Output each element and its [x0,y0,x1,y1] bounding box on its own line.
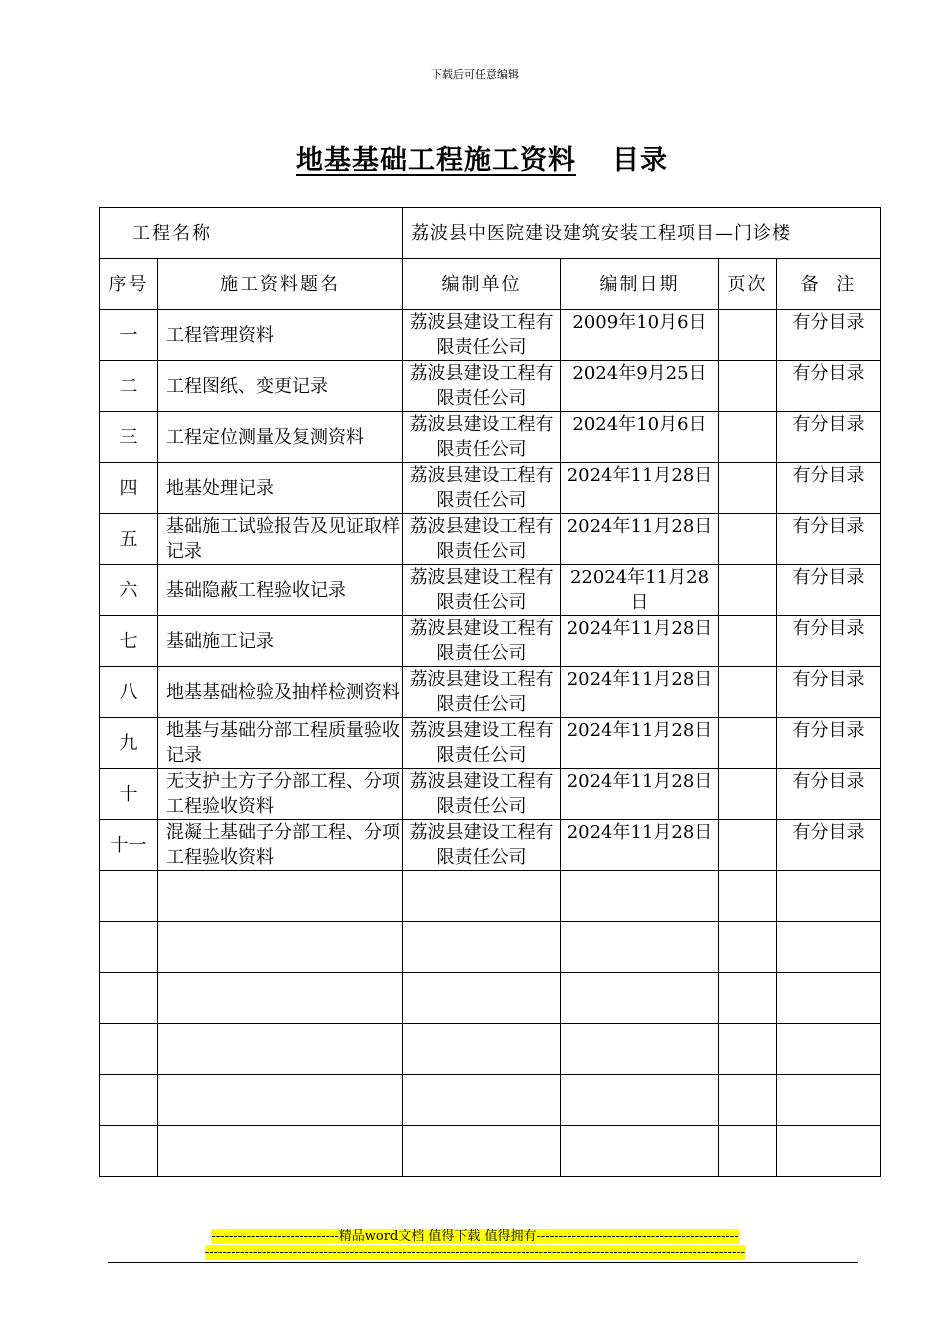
table-row [100,871,881,922]
row-title: 工程图纸、变更记录 [158,361,403,412]
row-unit [403,973,561,1024]
table-row [100,1024,881,1075]
project-name-label: 工程名称 [100,208,403,259]
row-number [100,871,158,922]
table-row [100,463,881,514]
row-note [777,922,881,973]
table-row [100,310,881,361]
row-title: 基础隐蔽工程验收记录 [158,565,403,616]
row-unit: 荔波县建设工程有限责任公司 [403,361,561,412]
row-date [561,1075,719,1126]
row-number: 三 [100,412,158,463]
row-page [719,412,777,463]
col-header-title: 施工资料题名 [158,259,403,310]
row-page [719,463,777,514]
row-number [100,973,158,1024]
row-title [158,1075,403,1126]
project-name-row [100,208,881,259]
row-note: 有分目录 [777,718,881,769]
row-number: 十 [100,769,158,820]
row-page [719,616,777,667]
row-note: 有分目录 [777,565,881,616]
row-title: 工程定位测量及复测资料 [158,412,403,463]
row-page [719,667,777,718]
table-header-row [100,259,881,310]
row-unit: 荔波县建设工程有限责任公司 [403,310,561,361]
row-title: 工程管理资料 [158,310,403,361]
row-title [158,973,403,1024]
row-date: 2024年11月28日 [561,463,719,514]
col-header-no: 序号 [100,259,158,310]
row-note: 有分目录 [777,820,881,871]
row-unit: 荔波县建设工程有限责任公司 [403,718,561,769]
row-unit [403,871,561,922]
row-note [777,973,881,1024]
row-date: 2024年9月25日 [561,361,719,412]
title-main: 地基基础工程施工资料 [296,145,576,176]
row-date [561,1126,719,1177]
table-row [100,667,881,718]
table-row [100,565,881,616]
row-title [158,1126,403,1177]
row-title: 基础施工记录 [158,616,403,667]
table-row [100,820,881,871]
row-number [100,922,158,973]
row-note: 有分目录 [777,361,881,412]
col-header-date: 编制日期 [561,259,719,310]
row-date [561,973,719,1024]
table-row [100,514,881,565]
row-unit [403,1126,561,1177]
row-page [719,310,777,361]
row-number: 一 [100,310,158,361]
row-number [100,1126,158,1177]
document-title [0,138,950,177]
row-note [777,871,881,922]
table-row [100,361,881,412]
row-unit: 荔波县建设工程有限责任公司 [403,616,561,667]
row-date: 2024年11月28日 [561,769,719,820]
footer-line-2: --------------------------------------------------------------------------------------------------------------------------- [204,1245,746,1260]
row-note: 有分目录 [777,769,881,820]
row-page [719,973,777,1024]
header-note: 下载后可任意编辑 [431,68,519,81]
row-number: 四 [100,463,158,514]
row-note: 有分目录 [777,667,881,718]
row-date: 2024年11月28日 [561,616,719,667]
row-unit [403,922,561,973]
footer-divider [108,1262,858,1263]
row-unit [403,1024,561,1075]
row-number: 十一 [100,820,158,871]
row-unit: 荔波县建设工程有限责任公司 [403,565,561,616]
row-date: 2024年11月28日 [561,820,719,871]
row-date [561,922,719,973]
row-date: 2009年10月6日 [561,310,719,361]
row-page [719,922,777,973]
row-date: 22024年11月28日 [561,565,719,616]
row-date [561,1024,719,1075]
row-unit: 荔波县建设工程有限责任公司 [403,412,561,463]
row-title: 地基基础检验及抽样检测资料 [158,667,403,718]
row-note: 有分目录 [777,412,881,463]
table-row [100,1126,881,1177]
row-number [100,1075,158,1126]
row-title: 混凝土基础子分部工程、分项工程验收资料 [158,820,403,871]
project-name-value: 荔波县中医院建设建筑安装工程项目—门诊楼 [403,208,881,259]
table-row [100,769,881,820]
row-title: 地基处理记录 [158,463,403,514]
table-row [100,718,881,769]
row-unit: 荔波县建设工程有限责任公司 [403,769,561,820]
row-note: 有分目录 [777,310,881,361]
footer-line-1: -----------------------------精品word文档 值得下载 值得拥有---------------------------------------------- [211,1229,739,1244]
row-unit: 荔波县建设工程有限责任公司 [403,667,561,718]
row-note [777,1126,881,1177]
row-note: 有分目录 [777,514,881,565]
row-number [100,1024,158,1075]
title-sub: 目录 [612,145,668,176]
row-note [777,1075,881,1126]
table-row [100,922,881,973]
row-title: 基础施工试验报告及见证取样记录 [158,514,403,565]
row-unit [403,1075,561,1126]
row-number: 八 [100,667,158,718]
col-header-unit: 编制单位 [403,259,561,310]
row-date: 2024年11月28日 [561,667,719,718]
table-row [100,1075,881,1126]
row-page [719,1075,777,1126]
row-title: 无支护土方子分部工程、分项工程验收资料 [158,769,403,820]
row-unit: 荔波县建设工程有限责任公司 [403,820,561,871]
table-row [100,616,881,667]
row-page [719,769,777,820]
row-date: 2024年10月6日 [561,412,719,463]
row-page [719,718,777,769]
table-row [100,973,881,1024]
row-page [719,1024,777,1075]
row-page [719,1126,777,1177]
row-note [777,1024,881,1075]
row-number: 七 [100,616,158,667]
row-title [158,1024,403,1075]
row-page [719,514,777,565]
row-note: 有分目录 [777,463,881,514]
row-page [719,871,777,922]
row-note: 有分目录 [777,616,881,667]
row-date: 2024年11月28日 [561,718,719,769]
row-unit: 荔波县建设工程有限责任公司 [403,463,561,514]
row-number: 二 [100,361,158,412]
row-number: 九 [100,718,158,769]
row-page [719,565,777,616]
row-title [158,871,403,922]
row-title [158,922,403,973]
table-row [100,412,881,463]
row-page [719,361,777,412]
catalog-table [99,207,881,1177]
col-header-page: 页次 [719,259,777,310]
row-number: 六 [100,565,158,616]
row-title: 地基与基础分部工程质量验收记录 [158,718,403,769]
col-header-note: 备 注 [777,259,881,310]
row-date: 2024年11月28日 [561,514,719,565]
row-page [719,820,777,871]
row-unit: 荔波县建设工程有限责任公司 [403,514,561,565]
row-date [561,871,719,922]
row-number: 五 [100,514,158,565]
footer-banner [0,1229,950,1261]
